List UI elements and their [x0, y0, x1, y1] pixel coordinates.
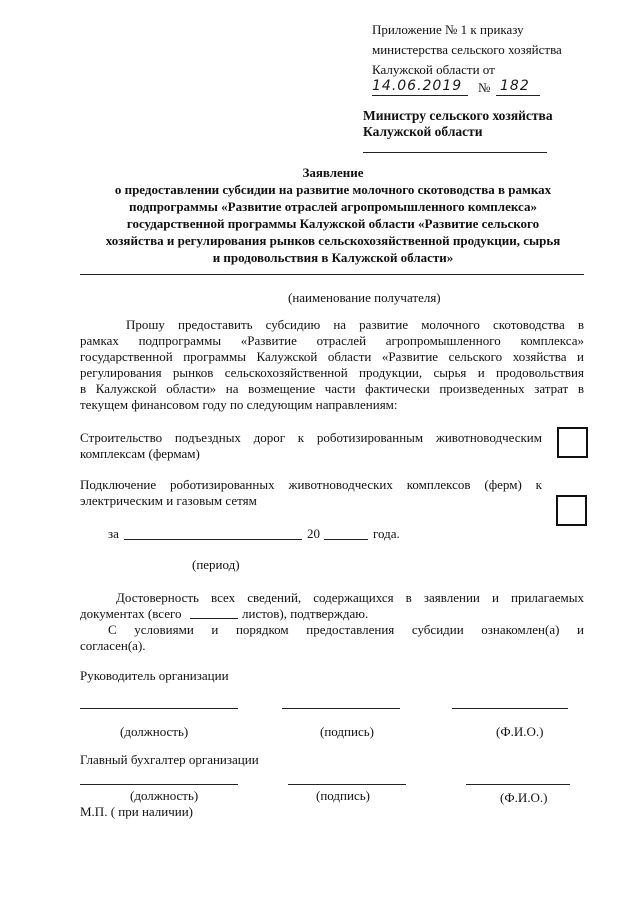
head-position-line [80, 708, 238, 709]
addressee-line-1: Министру сельского хозяйства [363, 108, 553, 123]
option-2-line-1: Подключение роботизированных животноводческих комплексов (ферм) к [80, 477, 542, 492]
head-label: Руководитель организации [80, 668, 229, 683]
recipient-name-line [80, 274, 584, 275]
option-1-line-2: комплексам (фермам) [80, 446, 200, 461]
appendix-line-2: министерства сельского хозяйства [372, 42, 562, 57]
head-signature-caption: (подпись) [320, 724, 374, 739]
body-line-4: регулирования рынков сельскохозяйственной продукции, сырья и продовольствия [80, 365, 584, 380]
accountant-signature-line [288, 784, 406, 785]
option-2-line-2: электрическим и газовым сетям [80, 493, 257, 508]
handwritten-date: 14.06.2019 [372, 78, 463, 94]
head-name-caption: (Ф.И.О.) [496, 724, 544, 739]
recipient-caption: (наименование получателя) [288, 290, 441, 305]
appendix-line-1: Приложение № 1 к приказу [372, 22, 524, 37]
attest-line-2b: листов), подтверждаю. [242, 606, 369, 621]
title-line-1: о предоставлении субсидии на развитие молочного скотоводства в рамках [114, 182, 552, 197]
accountant-signature-caption: (подпись) [316, 788, 370, 803]
head-name-line [452, 708, 568, 709]
title-line-2: подпрограммы «Развитие отраслей агропромышленного комплекса» [129, 199, 537, 214]
handwritten-order-number: 182 [500, 78, 530, 94]
period-blank [124, 539, 302, 540]
accountant-position-caption: (должность) [130, 788, 199, 803]
body-line-1: Прошу предоставить субсидию на развитие молочного скотоводства в [126, 317, 584, 332]
attest-line-2a: документах (всего [80, 606, 182, 621]
accountant-label: Главный бухгалтер организации [80, 752, 259, 767]
period-year-prefix: 20 [307, 526, 320, 541]
title-line-3: государственной программы Калужской области «Развитие сельского [126, 216, 540, 231]
order-number-sign: № [478, 80, 491, 95]
head-signature-line [282, 708, 400, 709]
period-suffix: года. [373, 526, 400, 541]
option-1-checkbox[interactable] [557, 427, 588, 458]
head-position-caption: (должность) [120, 724, 189, 739]
accountant-position-line [80, 784, 238, 785]
period-caption: (период) [192, 557, 240, 572]
option-2-checkbox[interactable] [556, 495, 587, 526]
date-underline [372, 95, 468, 96]
sheet-count-blank [190, 618, 238, 619]
seal-note: М.П. ( при наличии) [80, 804, 194, 819]
body-line-5: в Калужской области» на возмещение части фактически произведенных затрат в [80, 381, 584, 396]
period-year-blank [324, 539, 368, 540]
title-line-5: и продовольствия в Калужской области» [212, 250, 454, 265]
option-1-line-1: Строительство подъездных дорог к роботизированным животноводческим [80, 430, 542, 445]
appendix-line-3: Калужской области от [372, 62, 495, 77]
document-title: Заявление [302, 165, 364, 180]
consent-line-2: согласен(а). [80, 638, 146, 653]
body-line-3: государственной программы Калужской области «Развитие сельского хозяйства и [80, 349, 584, 364]
body-line-6: текущем финансовом году по следующим направлениям: [80, 397, 398, 412]
consent-line-1: С условиями и порядком предоставления субсидии ознакомлен(а) и [108, 622, 584, 637]
number-underline [496, 95, 540, 96]
title-line-4: хозяйства и регулирования рынков сельскохозяйственной продукции, сырья [105, 233, 561, 248]
accountant-name-line [466, 784, 570, 785]
period-prefix: за [108, 526, 119, 541]
addressee-underline [363, 152, 547, 153]
body-line-2: рамках подпрограммы «Развитие отраслей агропромышленного комплекса» [80, 333, 584, 348]
accountant-name-caption: (Ф.И.О.) [500, 790, 548, 805]
attest-line-1: Достоверность всех сведений, содержащихся в заявлении и прилагаемых [116, 590, 584, 605]
addressee-line-2: Калужской области [363, 124, 483, 139]
